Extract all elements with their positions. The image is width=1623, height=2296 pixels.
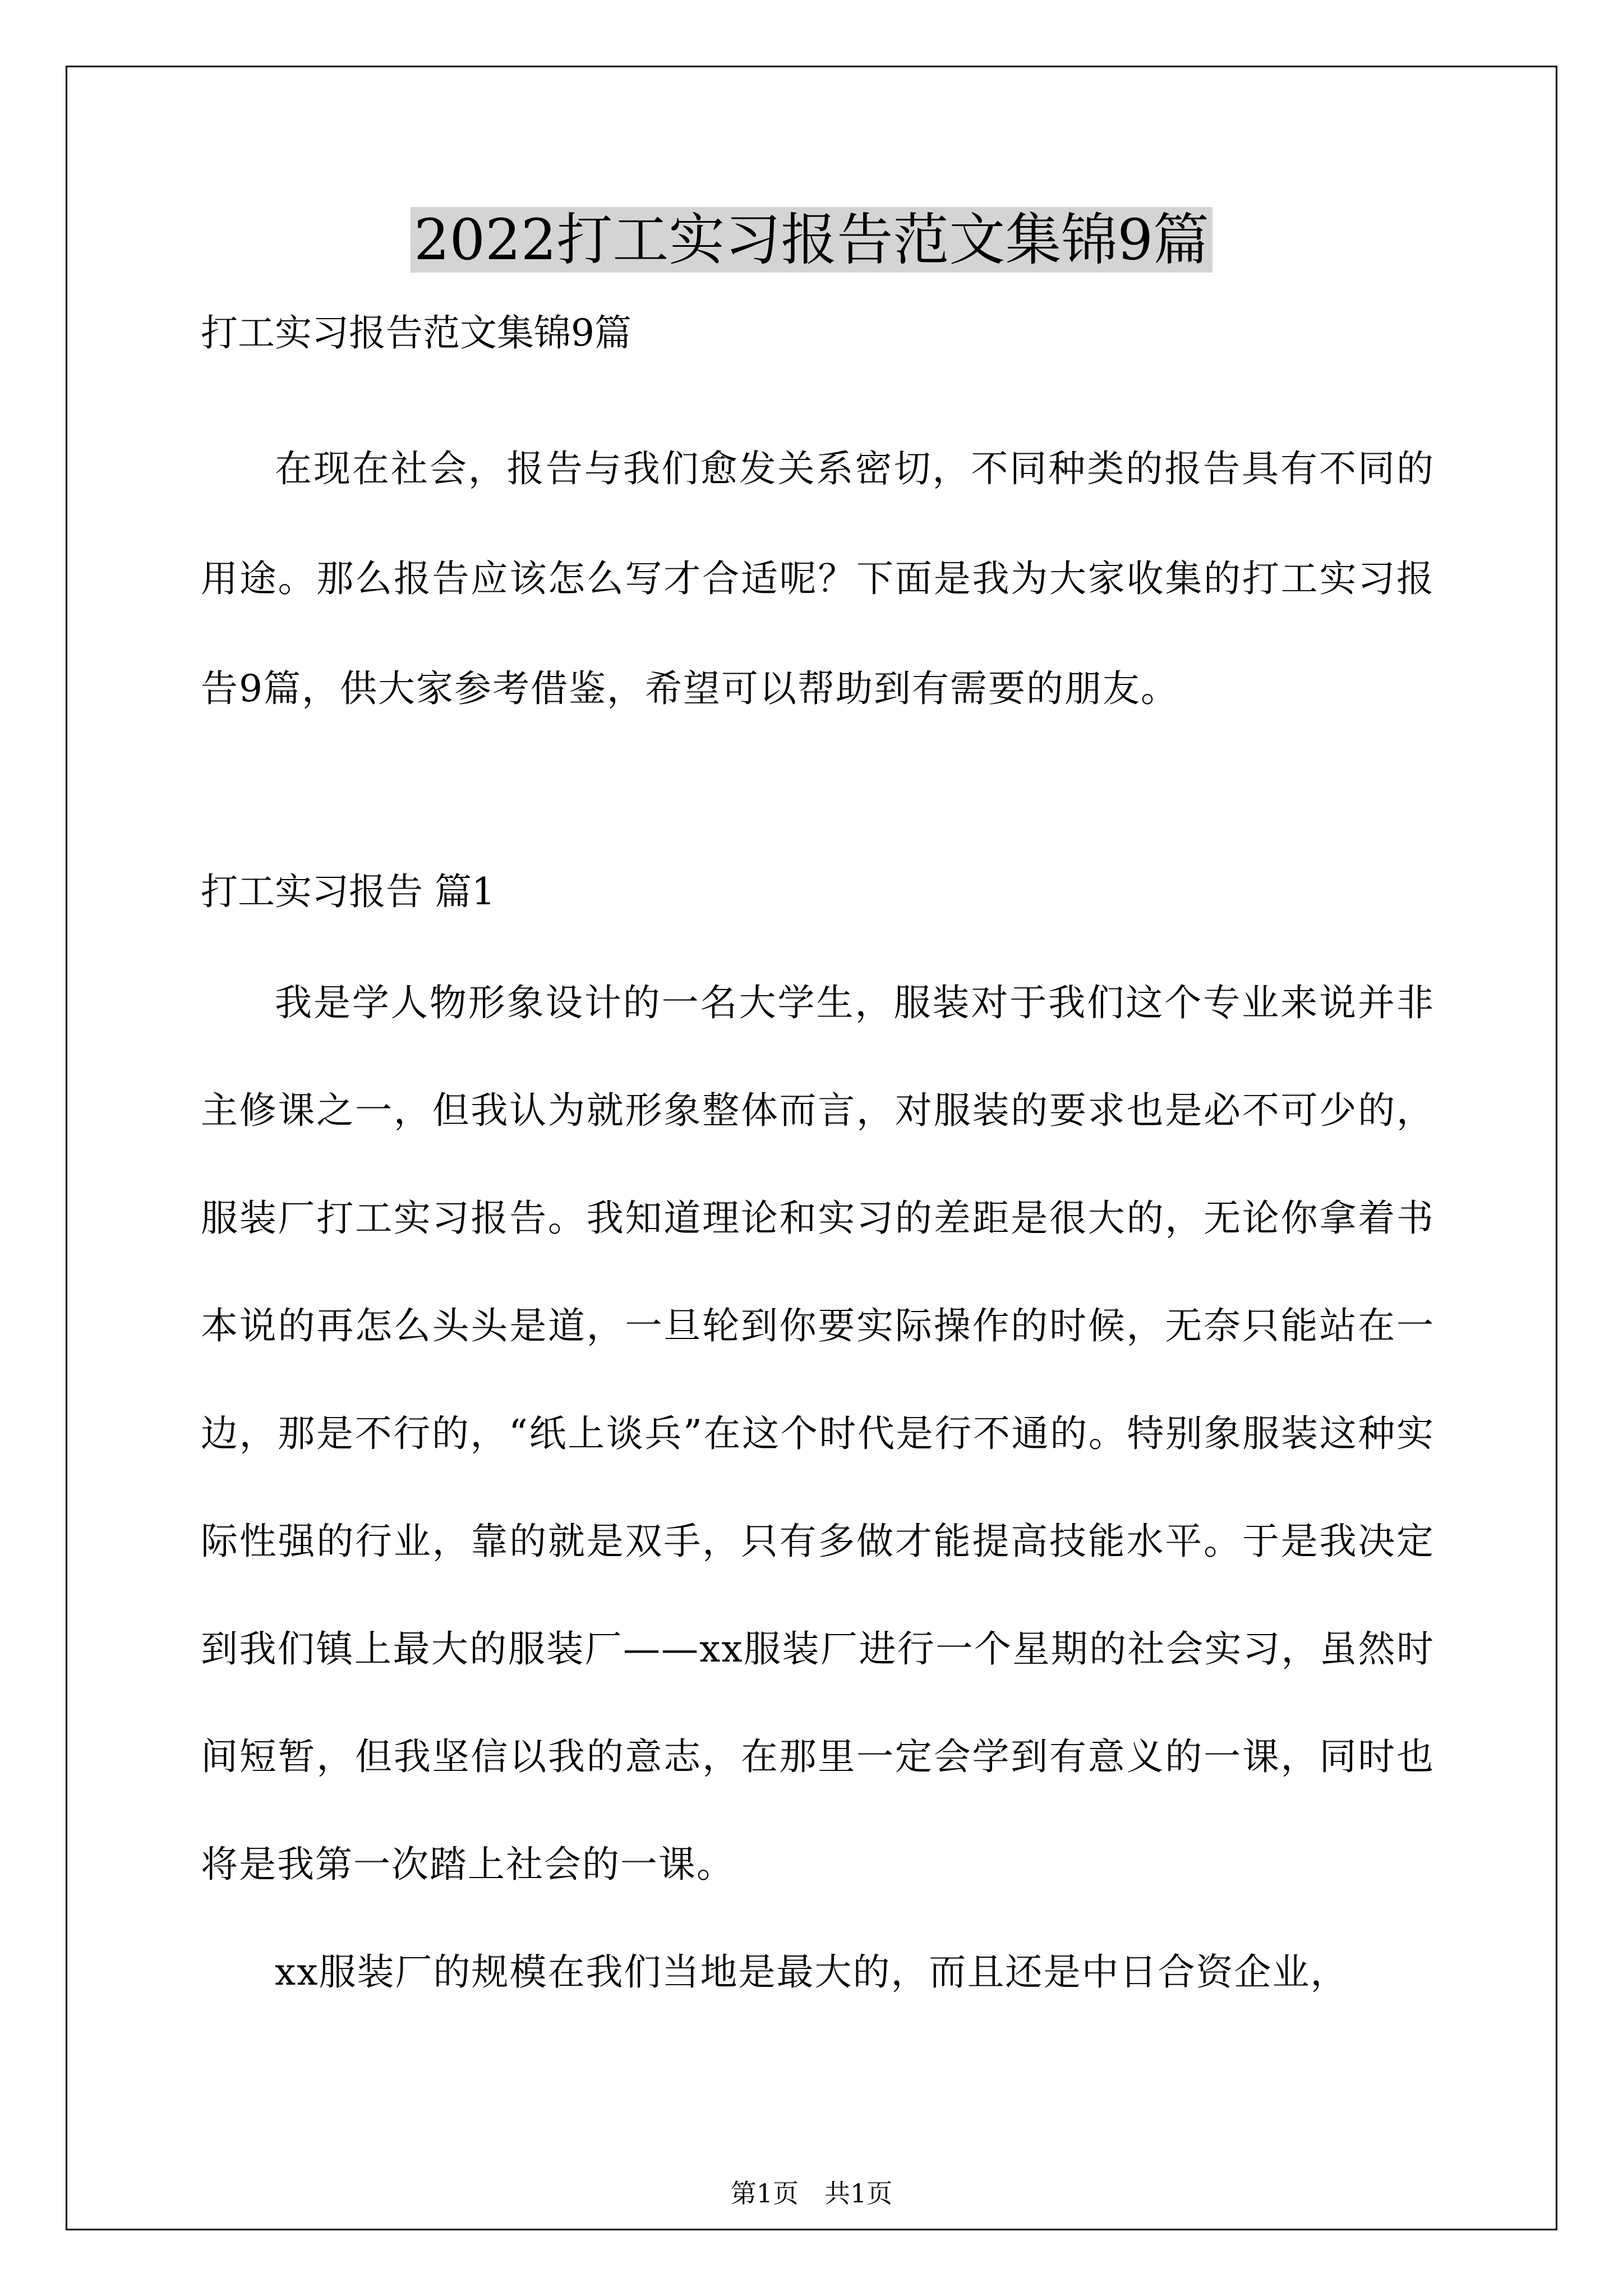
document-title — [0, 204, 1623, 277]
document-title-text: 2022打工实习报告范文集锦9篇 — [411, 207, 1212, 273]
page-number: 第1页 — [730, 2178, 799, 2208]
document-subtitle: 打工实习报告范文集锦9篇 — [201, 311, 631, 355]
intro-paragraph: 在现在社会，报告与我们愈发关系密切，不同种类的报告具有不同的用途。那么报告应该怎么写才合适呢？下面是我为大家收集的打工实习报告9篇，供大家参考借鉴，希望可以帮助到有需要的朋友。 — [201, 447, 1435, 710]
section-paragraph: 我是学人物形象设计的一名大学生，服装对于我们这个专业来说并非主修课之一，但我认为就形象整体而言，对服装的要求也是必不可少的，服装厂打工实习报告。我知道理论和实习的差距是很大的，无论你拿着书本说的再怎么头头是道，一旦轮到你要实际操作的时候，无奈只能站在一边，那是不行的，“纸上谈兵”在这个时代是行不通的。特别象服装这种实际性强的行业，靠的就是双手，只有多做才能提高技能水平。于是我决定到我们镇上最大的服装厂——xx服装厂进行一个星期的社会实习，虽然时间短暂，但我坚信以我的意志，在那里一定会学到有意义的一课，同时也将是我第一次踏上社会的一课。 — [201, 981, 1435, 1886]
section-heading: 打工实习报告 篇1 — [201, 870, 495, 913]
section-paragraph: xx服装厂的规模在我们当地是最大的，而且还是中日合资企业， — [275, 1950, 1349, 1994]
document-body — [201, 309, 1435, 2026]
page-footer — [0, 2177, 1623, 2210]
page-total: 共1页 — [824, 2178, 893, 2208]
